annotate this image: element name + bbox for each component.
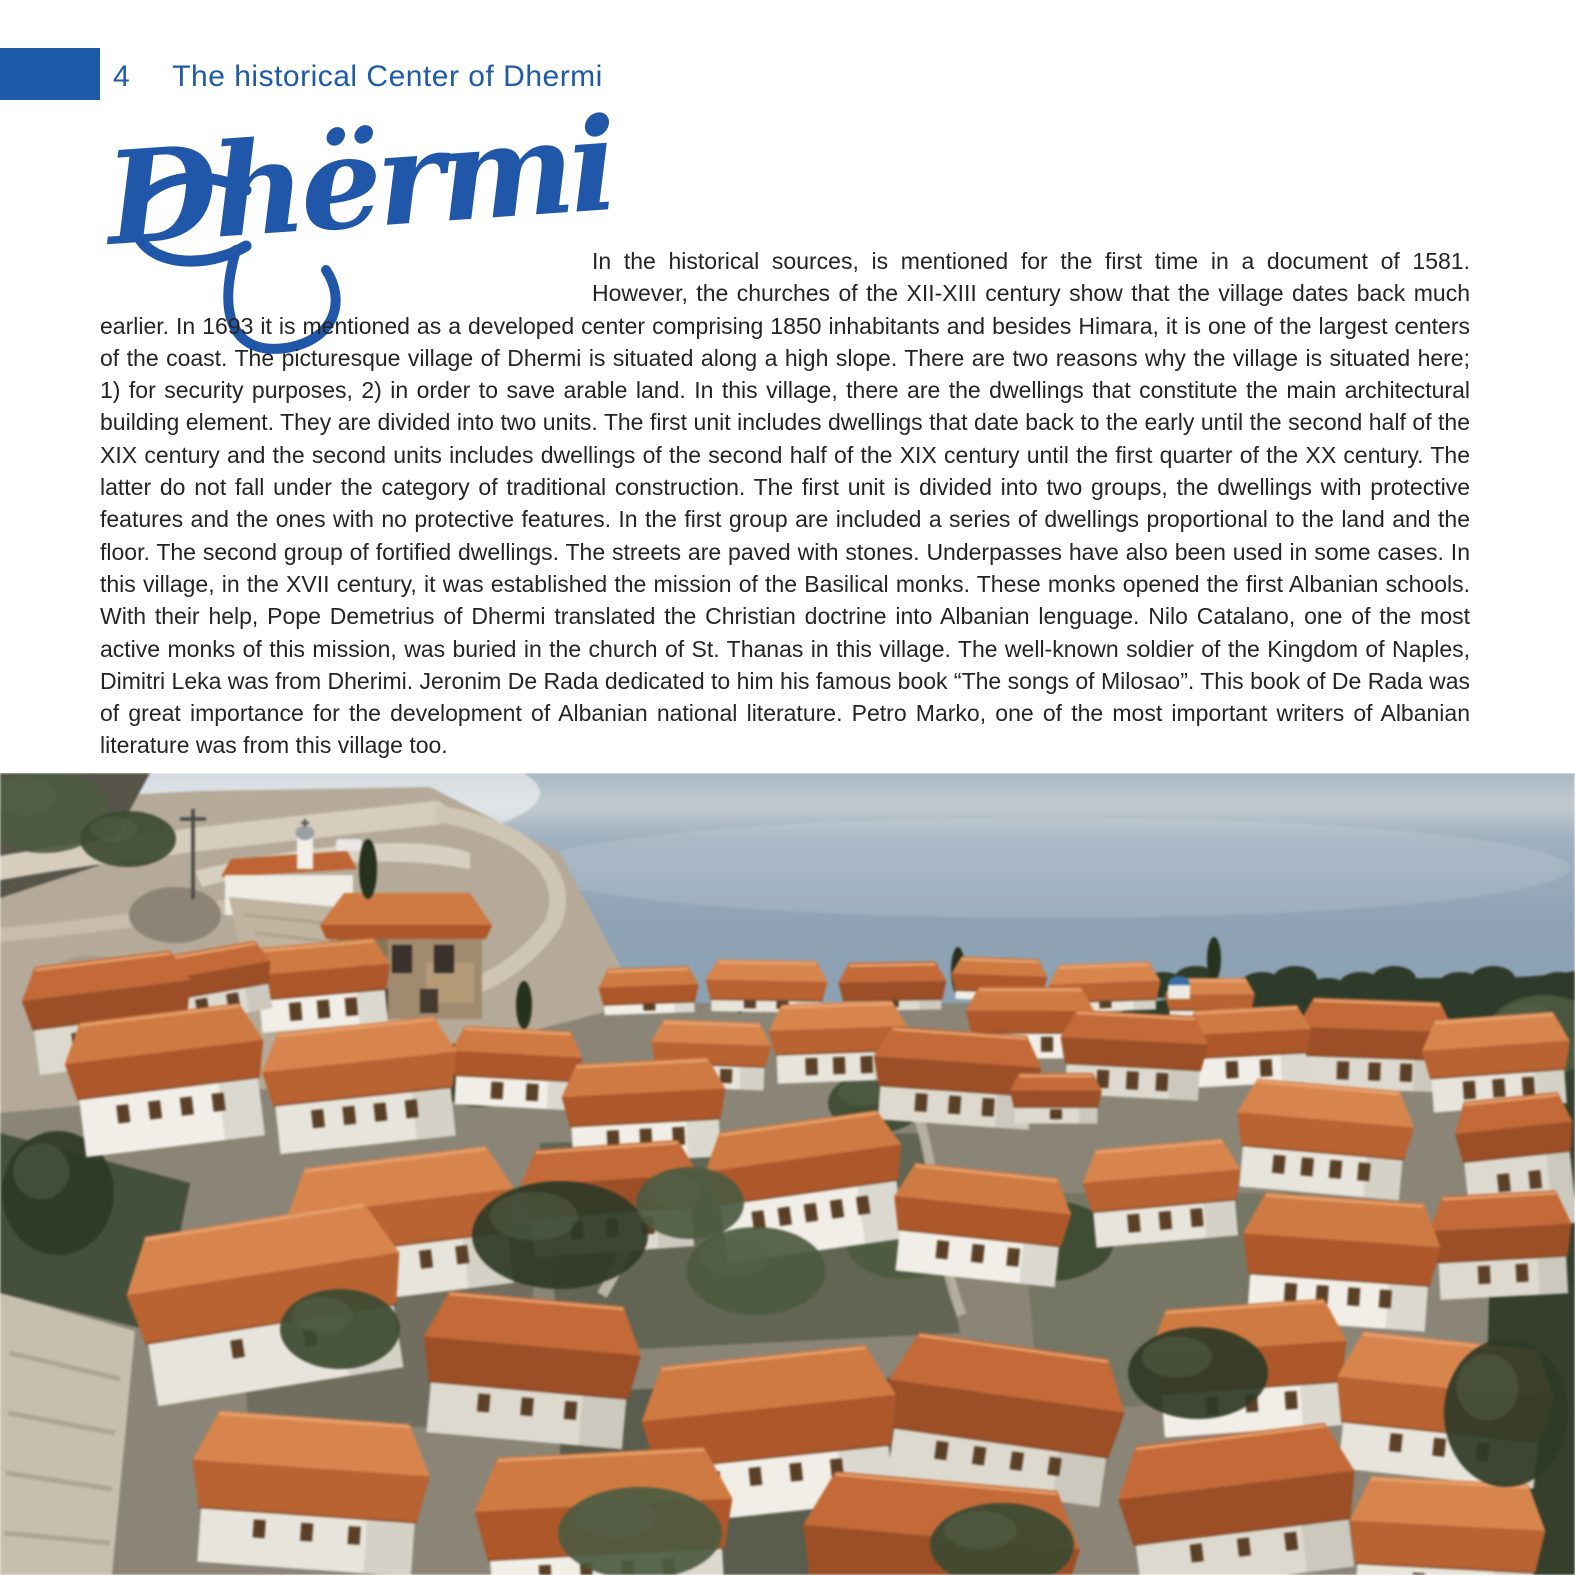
house <box>1345 1475 1548 1575</box>
blue-dome <box>1168 976 1190 999</box>
house <box>60 1001 275 1159</box>
village-photo-scene <box>0 773 1575 1575</box>
house <box>1080 1137 1246 1248</box>
house <box>1428 1190 1575 1301</box>
house <box>1010 1073 1102 1124</box>
decorative-title: Dhërmi <box>101 90 618 276</box>
house <box>248 937 395 1034</box>
house <box>598 966 700 1016</box>
village-photo <box>0 773 1575 1575</box>
house <box>185 1409 433 1575</box>
house <box>258 1015 466 1156</box>
page-header <box>113 60 603 94</box>
title-wrap-spacer <box>100 245 592 279</box>
page-number: 4 <box>113 60 131 93</box>
header-accent-block <box>0 48 100 100</box>
page-title: The historical Center of Dhermi <box>172 60 603 93</box>
article-text: In the historical sources, is mentioned for the first time in a document of 1581. However, the churches of the XII-XIII century show that the village dates back much earlier. In 1693 it is mentioned as a developed center comprising 1850 inhabitants and besides Himara, it is one of the largest centers of the coast. The picturesque village of Dhermi is situated along a high slope. There are two reasons why the village is situated here; 1) for security purposes, 2) in order to save arable land. In this village, there are the dwellings that constitute the main architectural building element. They are divided into two units. The first unit includes dwellings that date back to the early until the second half of the XIX century and the second units includes dwellings of the second half of the XIX century until the first quarter of the XX century. The latter do not fall under the category of traditional construction. The first unit is divided into two groups, the dwellings with protective features and the ones with no protective features. In the first group are included a series of dwellings proportional to the land and the floor. The second group of fortified dwellings. The streets are paved with stones. Underpasses have also been used in some cases. In this village, in the XVII century, it was established the mission of the Basilical monks. These monks opened the first Albanian schools. With their help, Pope Demetrius of Dhermi translated the Christian doctrine into Albanian lenguage. Nilo Catalano, one of the most active monks of this mission, was buried in the church of St. Thanas in this village. The well-known soldier of the Kingdom of Naples, Dimitri Leka was from Dherimi. Jeronim De Rada dedicated to him his famous book “The songs of Milosao”. This book of De Rada was of great importance for the development of Albanian national literature. Petro Marko, one of the most important writers of Albanian literature was from this village too. <box>100 248 1470 759</box>
house <box>416 1289 646 1450</box>
house <box>1230 1077 1417 1201</box>
article-body <box>100 245 1470 762</box>
house <box>887 1161 1075 1288</box>
